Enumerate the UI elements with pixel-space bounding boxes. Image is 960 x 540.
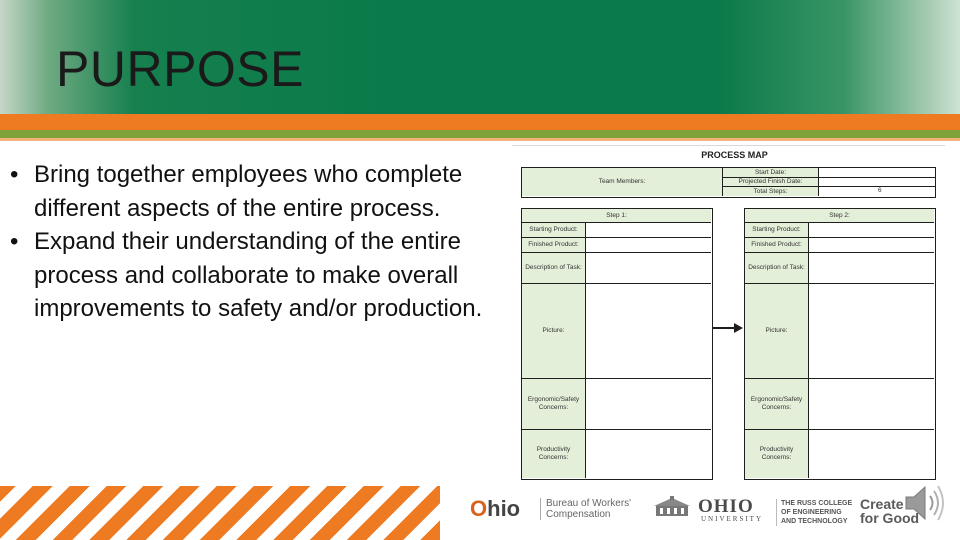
finished-product-label: Finished Product:: [745, 238, 808, 252]
start-date-label: Start Date:: [723, 168, 818, 177]
orange-stripe: [0, 114, 960, 130]
russ-line-3: AND TECHNOLOGY: [781, 518, 848, 525]
process-map-figure: [512, 145, 945, 483]
step-label: Step 2:: [745, 209, 934, 222]
russ-line-2: OF ENGINEERING: [781, 509, 842, 516]
light-orange-stripe: [0, 138, 960, 141]
description-label: Description of Task:: [522, 253, 585, 283]
create-line-2: for Good: [860, 510, 920, 526]
divider: [585, 223, 586, 478]
picture-label: Picture:: [745, 284, 808, 378]
bullet-item: [10, 158, 500, 225]
hazard-stripe-band: [0, 486, 440, 540]
speaker-icon[interactable]: [900, 478, 950, 528]
total-steps-label: Total Steps:: [723, 187, 818, 196]
slide-title: PURPOSE: [56, 41, 305, 97]
russ-line-1: THE RUSS COLLEGE: [781, 500, 853, 507]
projected-finish-label: Projected Finish Date:: [723, 178, 818, 186]
bullet-text: Expand their understanding of the entire process and collaborate to make overall improvements to safety and/or production.: [34, 228, 483, 323]
ergonomic-label: Ergonomic/Safety Concerns:: [745, 379, 808, 429]
bullet-text: Bring together employees who complete different aspects of the entire process.: [34, 161, 463, 222]
finished-product-label: Finished Product:: [522, 238, 585, 252]
step-1-card: [521, 208, 713, 480]
description-label: Description of Task:: [745, 253, 808, 283]
create-line-1: Create: [860, 496, 904, 512]
step-label: Step 1:: [522, 209, 711, 222]
ohio-university-name: OHIO: [698, 496, 754, 517]
ohio-logo-o: O: [470, 496, 488, 521]
ohio-university-sub: UNIVERSITY: [701, 515, 763, 523]
starting-product-label: Starting Product:: [745, 223, 808, 237]
divider: [818, 168, 819, 196]
bullet-list: [10, 158, 500, 326]
bullet-glyph: •: [10, 161, 19, 188]
divider: [808, 223, 809, 478]
ohio-logo-rest: hio: [487, 496, 521, 521]
russ-college-logo: [776, 499, 852, 526]
divider: [723, 177, 935, 178]
university-seal-icon: [652, 496, 692, 520]
total-steps-value: 6: [878, 187, 882, 194]
productivity-label: Productivity Concerns:: [745, 430, 808, 478]
green-stripe: [0, 130, 960, 138]
bwc-line-1: Bureau of Workers': [546, 498, 632, 509]
ohio-logo: [470, 496, 520, 522]
process-map-title: PROCESS MAP: [701, 150, 768, 160]
picture-label: Picture:: [522, 284, 585, 378]
team-members-label: Team Members:: [522, 168, 722, 196]
team-info-box: [521, 167, 936, 198]
bwc-logo-text: [540, 498, 631, 520]
logo-bar: [460, 488, 960, 540]
bwc-line-2: Compensation: [546, 509, 611, 520]
productivity-label: Productivity Concerns:: [522, 430, 585, 478]
arrow-right-icon: [712, 322, 746, 334]
bullet-item: [10, 225, 500, 326]
bullet-glyph: •: [10, 228, 19, 256]
starting-product-label: Starting Product:: [522, 223, 585, 237]
ergonomic-label: Ergonomic/Safety Concerns:: [522, 379, 585, 429]
step-2-card: [744, 208, 936, 480]
divider: [723, 186, 935, 187]
